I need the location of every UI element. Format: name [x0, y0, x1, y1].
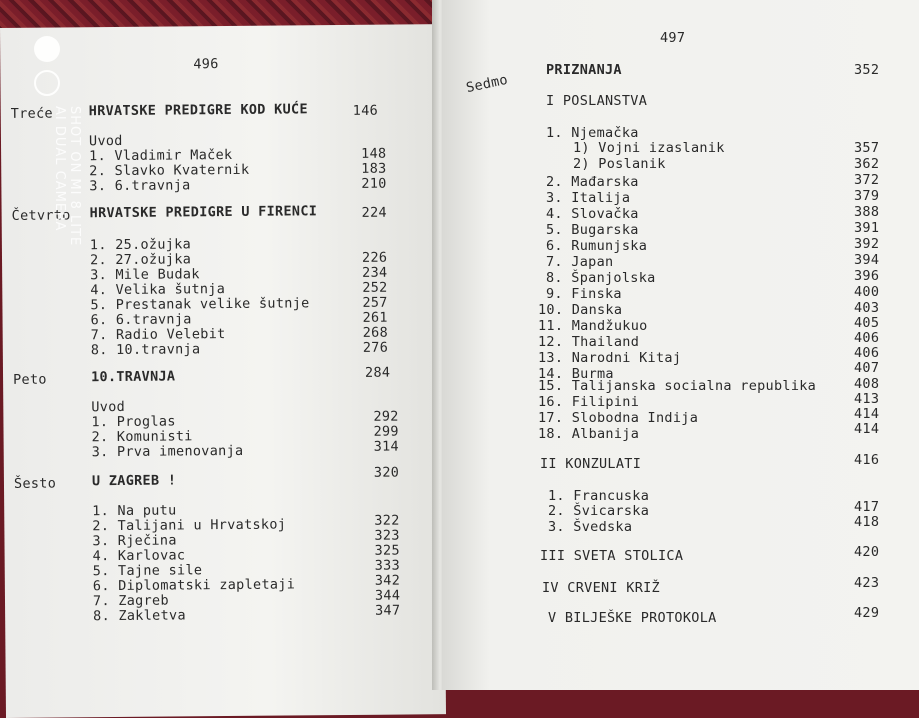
toc-page: 234 [362, 264, 388, 281]
section-title: HRVATSKE PREDIGRE KOD KUĆE [88, 101, 308, 120]
toc-page: 261 [362, 309, 388, 326]
toc-entry: 6. Rumunjska [546, 238, 648, 254]
toc-entry: 1. Francuska [548, 488, 650, 504]
toc-entry: 16. Filipini [538, 394, 640, 410]
toc-entry: 8. 10.travnja [90, 341, 201, 359]
toc-page: 372 [854, 172, 880, 188]
toc-page: 323 [374, 527, 400, 544]
toc-page: 292 [373, 408, 399, 425]
toc-entry: 1. 25.ožujka [89, 236, 192, 254]
page-number: 496 [193, 56, 219, 73]
toc-page: 417 [854, 499, 880, 515]
section-label: Šesto [13, 475, 57, 492]
toc-entry: 6. Diplomatski zapletaji [92, 576, 296, 595]
section-label: Treće [10, 105, 53, 122]
toc-entry: 4. Slovačka [546, 206, 639, 222]
toc-page: 391 [854, 220, 880, 236]
toc-entry: 2) Poslanik [573, 156, 666, 172]
toc-page: 408 [854, 376, 880, 392]
subsection-heading: I POSLANSTVA [546, 93, 648, 109]
toc-entry: 3. 6.travnja [89, 177, 191, 195]
toc-page: 314 [373, 438, 400, 455]
subsection-heading: III SVETA STOLICA [540, 548, 684, 564]
chapter-page: 352 [854, 62, 880, 78]
toc-page: 276 [362, 339, 389, 356]
page-number: 497 [660, 30, 686, 46]
section-title: 10.TRAVNJA [90, 368, 176, 386]
toc-entry: Uvod [88, 132, 123, 150]
toc-page: 362 [854, 156, 880, 172]
toc-page: 396 [854, 268, 880, 284]
section-page: 284 [364, 364, 391, 381]
subsection-page: 429 [854, 605, 880, 621]
toc-entry: Uvod [91, 398, 126, 416]
toc-entry: 7. Radio Velebit [90, 326, 226, 344]
section-page: 146 [352, 102, 379, 119]
toc-entry: 6. 6.travnja [90, 311, 192, 329]
toc-entry: 18. Albanija [538, 426, 640, 442]
toc-entry: 4. Karlovac [92, 547, 186, 565]
toc-entry: 17. Slobodna Indija [538, 410, 699, 426]
toc-page: 347 [375, 602, 401, 619]
toc-page: 257 [362, 294, 388, 311]
toc-page: 210 [361, 175, 387, 192]
section-page: 320 [373, 464, 400, 481]
chapter-label: Sedmo [464, 71, 510, 97]
toc-entry: 12. Thailand [538, 334, 640, 350]
toc-page: 357 [854, 140, 880, 156]
toc-entry: 8. Zakletva [93, 607, 186, 625]
toc-entry: 11. Mandžukuo [538, 318, 648, 334]
toc-page: 268 [362, 324, 389, 341]
camera-dot-icon [34, 36, 60, 62]
toc-page: 407 [854, 360, 880, 376]
toc-page: 325 [374, 542, 400, 559]
toc-entry: 7. Japan [546, 254, 614, 270]
toc-page: 252 [362, 279, 388, 296]
toc-entry: 15. Talijanska socialna republika [538, 378, 817, 394]
toc-page: 342 [374, 572, 401, 589]
toc-entry: 10. Danska [538, 302, 623, 318]
watermark-text: SHOT ON MI 8 LITE AI DUAL CAMERA [52, 106, 82, 247]
toc-page: 405 [854, 315, 880, 331]
toc-page: 406 [854, 330, 880, 346]
toc-page: 344 [374, 587, 401, 604]
toc-entry: 2. Švicarska [548, 503, 650, 519]
toc-page: 400 [854, 284, 880, 300]
toc-page: 394 [854, 252, 880, 268]
toc-page: 388 [854, 204, 880, 220]
toc-entry: 1. Njemačka [546, 125, 639, 141]
toc-entry: 3. Italija [546, 190, 631, 206]
toc-page: 183 [361, 160, 387, 177]
chapter-title: PRIZNANJA [546, 62, 622, 78]
toc-entry: 13. Narodni Kitaj [538, 350, 682, 366]
toc-entry: 5. Tajne sile [92, 562, 203, 580]
toc-page: 392 [854, 236, 880, 252]
subsection-heading: V BILJEŠKE PROTOKOLA [548, 610, 717, 626]
subsection-heading: II KONZULATI [540, 456, 642, 472]
toc-page: 406 [854, 345, 880, 361]
toc-page: 148 [361, 145, 387, 162]
section-label: Četvrto [11, 207, 71, 224]
toc-entry: 3. Rječina [92, 532, 177, 550]
toc-page: 413 [854, 391, 880, 407]
toc-entry: 3. Mile Budak [90, 266, 200, 284]
section-label: Peto [13, 371, 47, 388]
toc-page: 333 [374, 557, 401, 574]
camera-ring-icon [34, 70, 60, 96]
toc-entry: 9. Finska [546, 286, 622, 302]
toc-entry: 1. Na putu [92, 502, 177, 520]
toc-page: 403 [854, 300, 880, 316]
toc-page: 414 [854, 406, 880, 422]
section-title: U ZAGREB ! [91, 472, 177, 490]
toc-page: 418 [854, 514, 880, 530]
toc-entry: 2. Talijani u Hrvatskoj [92, 516, 287, 535]
toc-entry: 4. Velika šutnja [90, 281, 226, 299]
toc-page: 299 [373, 423, 399, 440]
section-title: HRVATSKE PREDIGRE U FIRENCI [89, 203, 318, 222]
toc-entry: 5. Prestanak velike šutnje [90, 295, 310, 314]
toc-entry: 5. Bugarska [546, 222, 639, 238]
toc-entry: 2. Slavko Kvaternik [89, 161, 250, 180]
subsection-page: 416 [854, 452, 880, 468]
right-page [442, 0, 919, 690]
toc-entry: 1. Proglas [91, 413, 176, 431]
toc-entry: 7. Zagreb [92, 592, 169, 610]
toc-page: 226 [361, 249, 388, 266]
toc-entry: 2. Komunisti [91, 428, 193, 446]
toc-page: 322 [374, 512, 400, 529]
toc-entry: 3. Švedska [548, 519, 633, 535]
subsection-page: 420 [854, 544, 880, 560]
section-page: 224 [361, 204, 387, 221]
toc-entry: 14. Burma [538, 366, 614, 382]
camera-watermark [20, 36, 80, 276]
subsection-heading: IV CRVENI KRIŽ [542, 580, 660, 596]
toc-entry: 3. Prva imenovanja [91, 442, 244, 461]
toc-page: 414 [854, 421, 880, 437]
toc-entry: 2. 27.ožujka [89, 251, 192, 269]
toc-entry: 2. Mađarska [546, 174, 639, 190]
subsection-page: 423 [854, 575, 880, 591]
toc-entry: 1. Vladimir Maček [89, 146, 233, 165]
toc-entry: 8. Španjolska [546, 270, 656, 286]
toc-entry: 1) Vojni izaslanik [573, 140, 725, 156]
toc-page: 379 [854, 188, 880, 204]
